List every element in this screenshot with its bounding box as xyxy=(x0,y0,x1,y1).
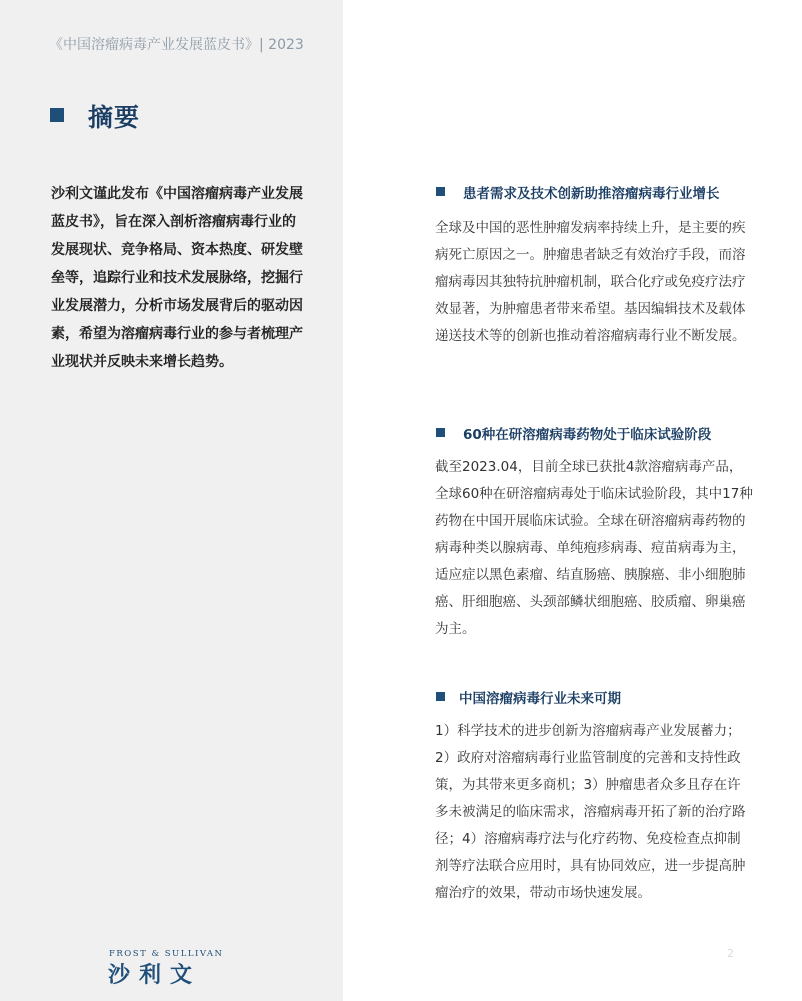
section-3-title: 中国溶瘤病毒行业未来可期 xyxy=(459,691,621,707)
section-3-body: 1）科学技术的进步创新为溶瘤病毒产业发展蓄力；2）政府对溶瘤病毒行业监管制度的完善和支持性政策，为其带来更多商机；3）肿瘤患者众多且存在许多未被满足的临床需求，溶瘤病毒开拓了新的治疗路径；4）溶瘤病毒疗法与化疗药物、免疫检查点抑制剂等疗法联合应用时，具有协同效应，进一步提高肿瘤治疗的效果，带动市场快速发展。 xyxy=(435,723,746,901)
section-1-title: 患者需求及技术创新助推溶瘤病毒行业增长 xyxy=(463,186,720,202)
abstract-square-icon xyxy=(50,108,64,122)
section-3-square-icon xyxy=(436,692,445,701)
section-2-title: 60种在研溶瘤病毒药物处于临床试验阶段 xyxy=(463,427,712,443)
report-title: 《中国溶瘤病毒产业发展蓝皮书》| 2023 xyxy=(49,37,304,53)
section-1-body: 全球及中国的恶性肿瘤发病率持续上升，是主要的疾病死亡原因之一。肿瘤患者缺乏有效治疗手段，而溶瘤病毒因其独特抗肿瘤机制，联合化疗或免疫疗法疗效显著，为肿瘤患者带来希望。基因编辑技术及载体递送技术等的创新也推动着溶瘤病毒行业不断发展。 xyxy=(435,220,746,344)
abstract-heading: 摘要 xyxy=(88,103,141,132)
section-1-square-icon xyxy=(436,187,445,196)
abstract-summary: 沙利文谨此发布《中国溶瘤病毒产业发展蓝皮书》，旨在深入剖析溶瘤病毒行业的发展现状、竞争格局、资本热度、研发壁垒等，追踪行业和技术发展脉络，挖掘行业发展潜力，分析市场发展背后的驱动因素，希望为溶瘤病毒行业的参与者梳理产业现状并反映未来增长趋势。 xyxy=(51,186,303,370)
logo-brand-cn: 沙利文 xyxy=(108,963,202,988)
section-2-square-icon xyxy=(436,428,445,437)
section-2-body: 截至2023.04，目前全球已获批4款溶瘤病毒产品，全球60种在研溶瘤病毒处于临床试验阶段，其中17种药物在中国开展临床试验。全球在研溶瘤病毒药物的病毒种类以腺病毒、单纯疱疹病毒、痘苗病毒为主，适应症以黑色素瘤、结直肠癌、胰腺癌、非小细胞肺癌、肝细胞癌、头颈部鳞状细胞癌、胶质瘤、卵巢癌为主。 xyxy=(435,459,753,637)
page-number: 2 xyxy=(727,947,734,960)
logo-brand-en: FROST & SULLIVAN xyxy=(109,949,224,959)
left-panel xyxy=(0,0,343,1001)
